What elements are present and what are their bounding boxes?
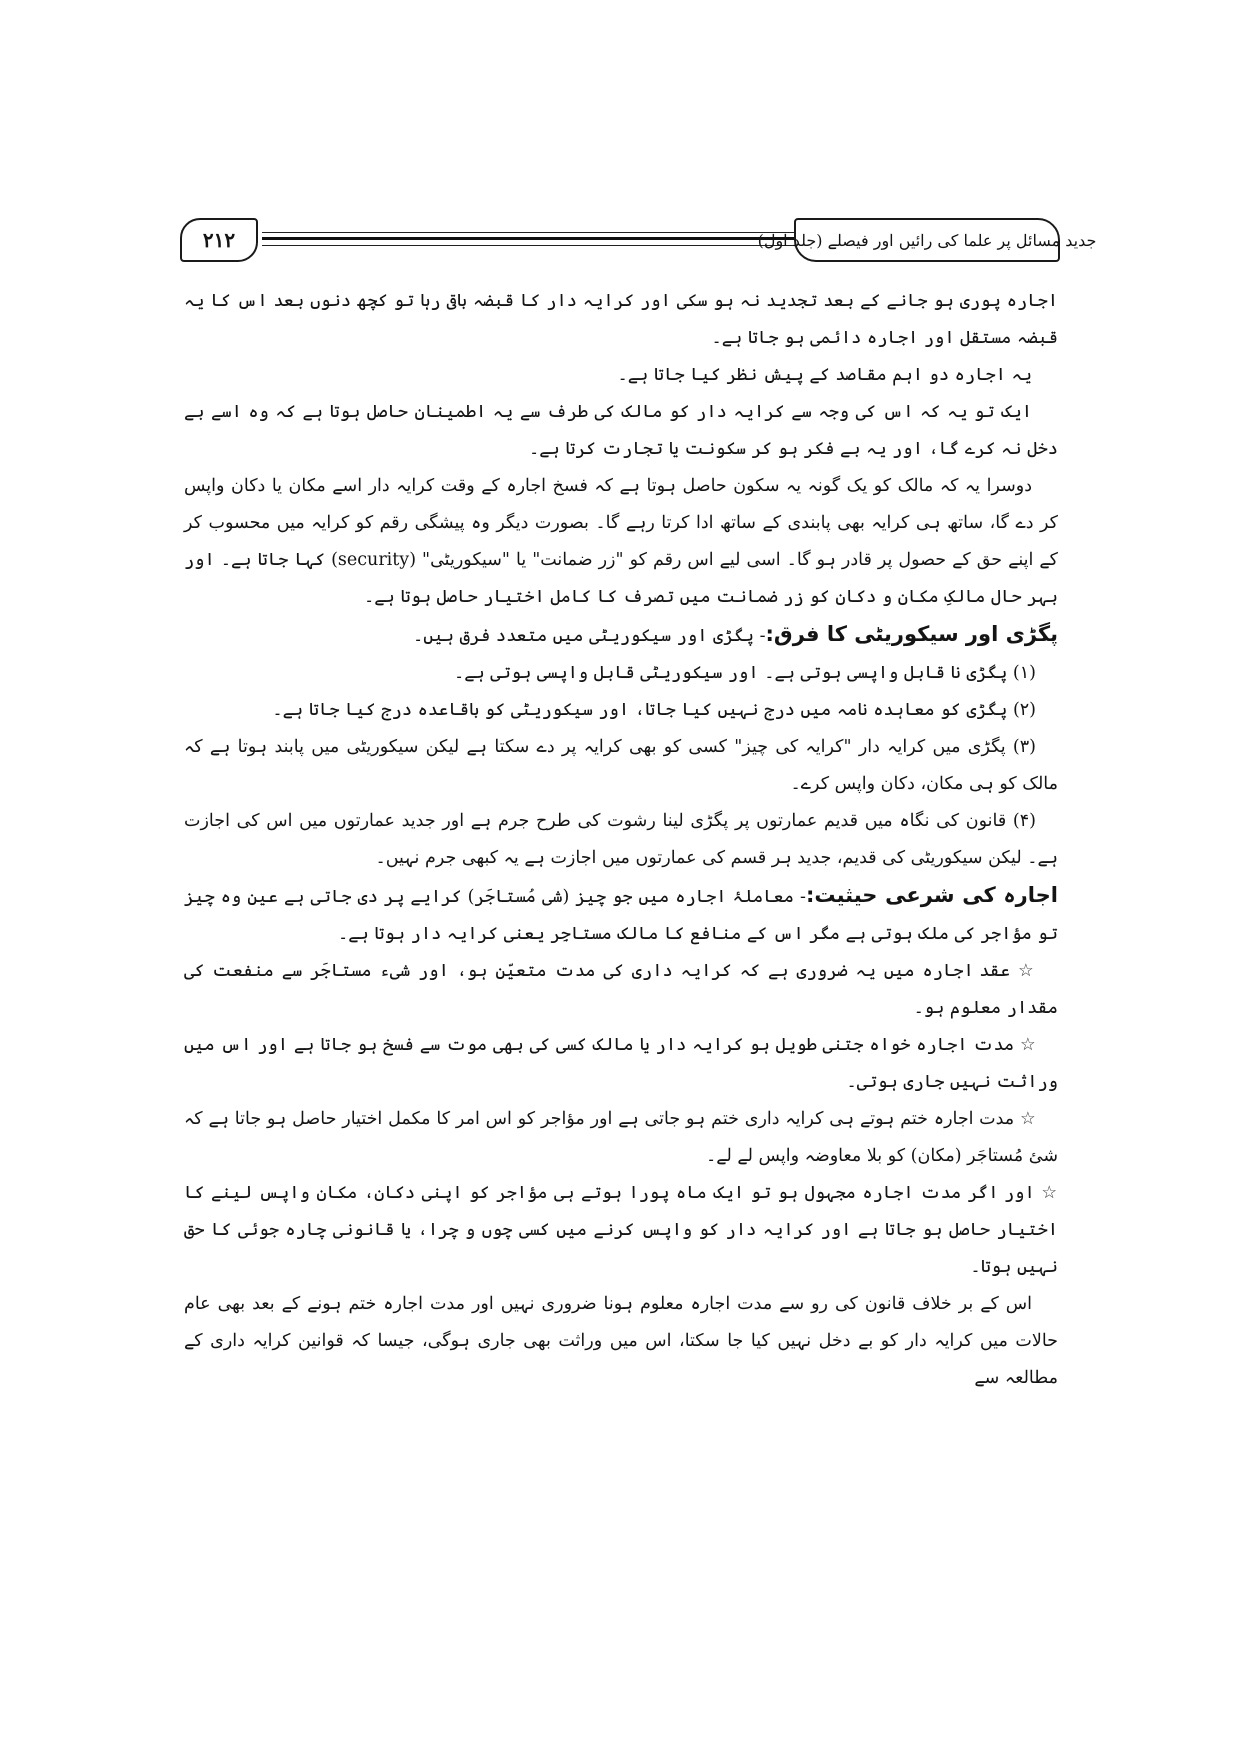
paragraph: اس کے بر خلاف قانون کی رو سے مدت اجارہ معلوم ہونا ضروری نہیں اور مدت اجارہ ختم ہونے کے بعد بھی عام حالات میں کرایہ دار کو بے دخل نہیں کیا جا سکتا، اس میں وراثت بھی جاری ہوگی، جیسا کہ قوانین کرایہ داری کے مطالعہ سے [184, 1294, 1058, 1388]
list-item-text: مدت اجارہ ختم ہوتے ہی کرایہ داری ختم ہو جاتی ہے اور مؤاجر کو اس امر کا مکمل اختیار حاصل ہو جاتا ہے کہ شئ مُستاجَر (مکان) کو بلا معاوضہ واپس لے لے۔ [184, 1109, 1058, 1166]
list-item [184, 1027, 1058, 1101]
list-item [184, 1101, 1058, 1175]
list-item [184, 1175, 1058, 1286]
section-heading: اجارہ کی شرعی حیثیت: [805, 883, 1058, 907]
page-number: ۲۱۲ [180, 218, 258, 262]
star-icon: ☆ [1020, 1035, 1036, 1055]
star-icon: ☆ [1041, 1183, 1058, 1203]
list-item-text: عقد اجارہ میں یہ ضروری ہے کہ کرایہ داری کی مدت متعیّن ہو، اور شیء مستاجَر سے منفعت کی مقدار معلوم ہو۔ [184, 961, 1058, 1018]
running-title: جدید مسائل پر علما کی رائیں اور فیصلے (جلد اول) [794, 218, 1060, 262]
paragraph [184, 468, 1058, 616]
list-item [184, 953, 1058, 1027]
page-body [184, 283, 1058, 1397]
star-icon: ☆ [1017, 961, 1036, 981]
section-heading: پگڑی اور سیکوریٹی کا فرق: [765, 622, 1058, 646]
section [184, 877, 1058, 953]
page-header [180, 218, 1097, 266]
section-intro: - پگڑی اور سیکوریٹی میں متعدد فرق ہیں۔ [413, 626, 766, 646]
list-item-text: اور اگر مدت اجارہ مجہول ہو تو ایک ماہ پورا ہوتے ہی مؤاجر کو اپنی دکان، مکان واپس لینے کا اختیار حاصل ہو جاتا ہے اور کرایہ دار کو واپس کرنے میں کسی چوں و چرا، یا قانونی چارہ جوئی کا حق نہیں ہوتا۔ [184, 1183, 1058, 1277]
paragraph-text: دوسرا یہ کہ مالک کو یک گونہ یہ سکون حاصل ہوتا ہے کہ فسخ اجارہ کے وقت کرایہ دار اسے مکان یا دکان واپس کر دے گا، ساتھ ہی کرایہ بھی پابندی کے ساتھ ادا کرتا رہے گا۔ بصورت دیگر وہ پیشگی رقم کو کرایہ میں محسوب کر کے اپنے حق کے حصول پر قادر ہو گا۔ اسی لیے اس رقم کو "زر ضمانت" یا "سیکوریٹی" ( [184, 476, 1058, 570]
list-item-text: مدت اجارہ خواہ جتنی طویل ہو کرایہ دار یا مالک کسی کی بھی موت سے فسخ ہو جاتا ہے اور اس میں وراثت نہیں جاری ہوتی۔ [184, 1035, 1058, 1092]
list-item: (۳) پگڑی میں کرایہ دار "کرایہ کی چیز" کسی کو بھی کرایہ پر دے سکتا ہے لیکن سیکوریٹی میں پابند ہوتا ہے کہ مالک کو ہی مکان، دکان واپس کرے۔ [184, 737, 1058, 794]
paragraph: یہ اجارہ دو اہم مقاصد کے پیش نظر کیا جاتا ہے۔ [617, 365, 1032, 385]
star-icon: ☆ [1020, 1109, 1036, 1129]
section [184, 616, 1058, 655]
security-term: security [337, 550, 410, 570]
paragraph-text: ) کہا جاتا ہے۔ اور بہر حال مالکِ مکان و دکان کو زر ضمانت میں تصرف کا کامل اختیار حاصل ہوتا ہے۔ [184, 550, 1058, 607]
header-rule [262, 232, 794, 248]
paragraph: ایک تو یہ کہ اس کی وجہ سے کرایہ دار کو مالک کی طرف سے یہ اطمینان حاصل ہوتا ہے کہ وہ اسے بے دخل نہ کرے گا، اور یہ بے فکر ہو کر سکونت یا تجارت کرتا ہے۔ [184, 402, 1058, 459]
list-item: (۴) قانون کی نگاہ میں قدیم عمارتوں پر پگڑی لینا رشوت کی طرح جرم ہے اور جدید عمارتوں میں اس کی اجازت ہے۔ لیکن سیکوریٹی کی قدیم، جدید ہر قسم کی عمارتوں میں اجازت ہے یہ کبھی جرم نہیں۔ [184, 811, 1058, 868]
list-item: (۱) پگڑی نا قابل واپسی ہوتی ہے۔ اور سیکوریٹی قابل واپسی ہوتی ہے۔ [453, 663, 1036, 683]
list-item: (۲) پگڑی کو معاہدہ نامہ میں درج نہیں کیا جاتا، اور سیکوریٹی کو باقاعدہ درج کیا جاتا ہے۔ [272, 700, 1036, 720]
paragraph: اجارہ پوری ہو جانے کے بعد تجدید نہ ہو سکی اور کرایہ دار کا قبضہ باقی رہا تو کچھ دنوں بعد اس کا یہ قبضہ مستقل اور اجارہ دائمی ہو جاتا ہے۔ [184, 291, 1058, 348]
section-intro: - معاملۂ اجارہ میں جو چیز (شی مُستاجَر) کرایے پر دی جاتی ہے عین وہ چیز تو مؤاجر کی ملک ہوتی ہے مگر اس کے منافع کا مالک مستاجِر یعنی کرایہ دار ہوتا ہے۔ [184, 887, 1058, 944]
